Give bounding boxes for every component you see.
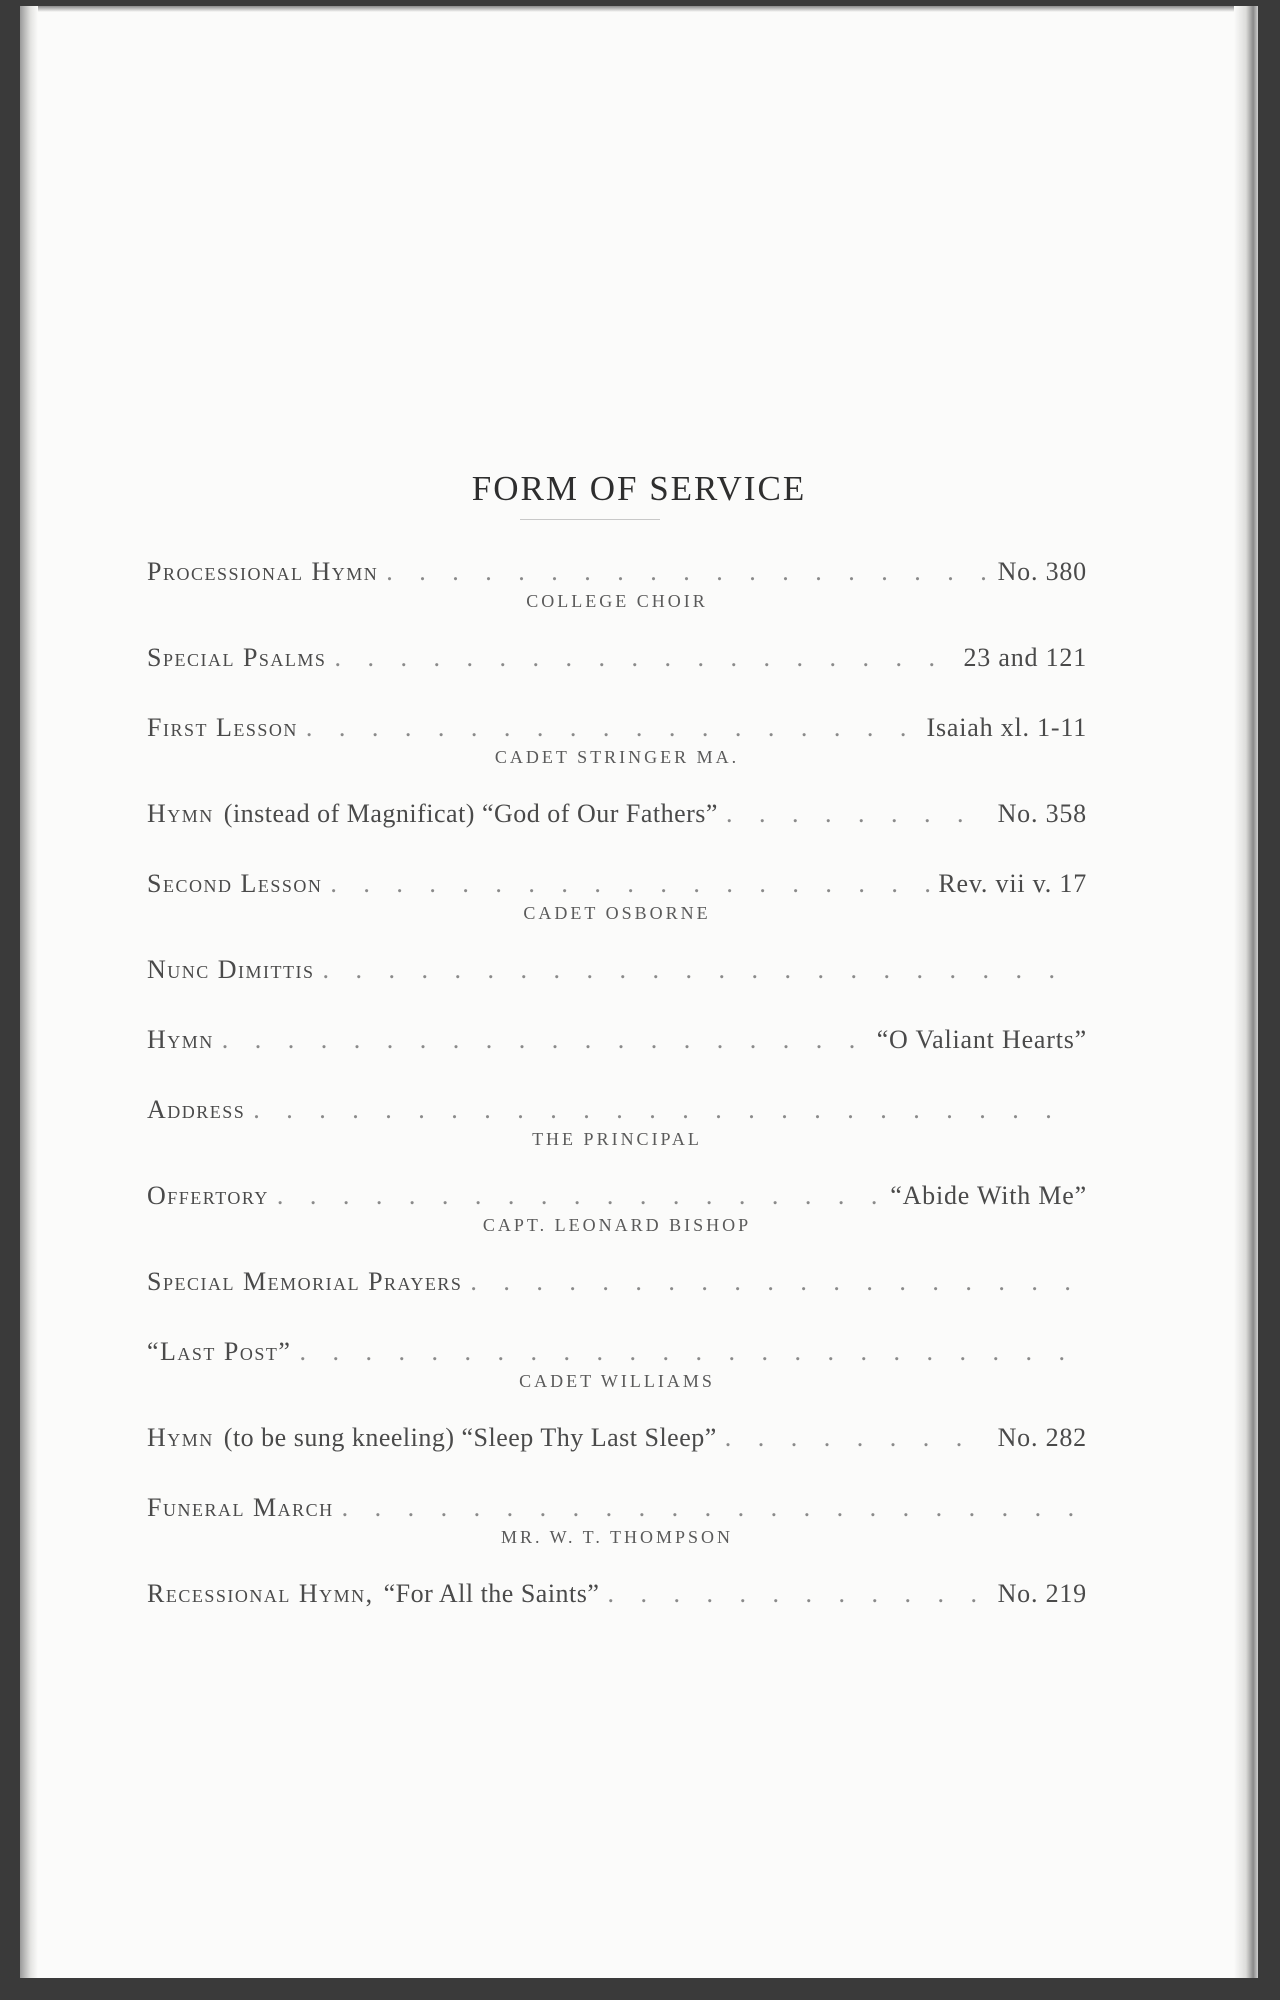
service-item-value: Rev. vii v. 17: [938, 869, 1087, 898]
service-item-value: No. 282: [997, 1423, 1087, 1452]
service-item-value: “O Valiant Hearts”: [876, 1025, 1087, 1054]
service-item-label: Second Lesson: [147, 869, 323, 898]
dot-leader: [277, 1180, 882, 1212]
service-item-performer: THE PRINCIPAL: [532, 1129, 702, 1149]
service-item: [147, 1336, 1087, 1368]
service-item-label: Recessional Hymn,: [147, 1579, 374, 1608]
spacer: [147, 768, 1087, 798]
service-item: [147, 1266, 1087, 1298]
service-item: [147, 556, 1087, 588]
spacer: [147, 1056, 1087, 1094]
dot-leader: [330, 868, 930, 900]
page-top-edge: [20, 6, 1258, 12]
service-item-label: Nunc Dimittis: [147, 955, 315, 984]
service-item-label: “Last Post”: [147, 1337, 292, 1366]
spacer: [147, 1150, 1087, 1180]
dot-leader: [306, 712, 919, 744]
spacer: [147, 1236, 1087, 1266]
service-item-description: (instead of Magnificat) “God of Our Fathers”: [223, 799, 718, 828]
service-item: [147, 1578, 1087, 1610]
service-item-label: Hymn: [147, 1423, 214, 1452]
spacer: [147, 1454, 1087, 1492]
service-item-label: Address: [147, 1095, 246, 1124]
page-title: FORM OF SERVICE: [471, 469, 807, 509]
dot-leader: [342, 1492, 1079, 1524]
dot-leader: [726, 798, 990, 830]
spacer: [147, 1298, 1087, 1336]
service-item-label: Processional Hymn: [147, 557, 379, 586]
spacer: [147, 1392, 1087, 1422]
spacer: [147, 830, 1087, 868]
service-item-value: 23 and 121: [963, 643, 1087, 672]
dot-leader: [253, 1094, 1079, 1126]
page-binding-shadow: [20, 6, 38, 1978]
service-item-value: No. 358: [997, 799, 1087, 828]
dot-leader: [222, 1024, 869, 1056]
service-item: [147, 1024, 1087, 1056]
service-item-label: First Lesson: [147, 713, 298, 742]
service-item: [147, 712, 1087, 744]
service-item-performer: CADET WILLIAMS: [519, 1371, 715, 1391]
page-right-edge: [1234, 6, 1258, 1978]
dot-leader: [607, 1578, 989, 1610]
service-item: [147, 798, 1087, 830]
service-item: [147, 1094, 1087, 1126]
service-item-performer: MR. W. T. THOMPSON: [500, 1527, 734, 1547]
service-item-label: Hymn: [147, 799, 214, 828]
service-item-performer: CAPT. LEONARD BISHOP: [482, 1215, 752, 1235]
service-item: [147, 1180, 1087, 1212]
service-order-list: [147, 556, 1087, 1610]
title-rule: [520, 519, 660, 520]
service-item-label: Offertory: [147, 1181, 269, 1210]
dot-leader: [323, 954, 1079, 986]
service-item-label: Hymn: [147, 1025, 214, 1054]
dot-leader: [299, 1336, 1079, 1368]
service-item-value: No. 219: [997, 1579, 1087, 1608]
dot-leader: [470, 1266, 1079, 1298]
spacer: [147, 612, 1087, 642]
spacer: [147, 1548, 1087, 1578]
service-item-label: Special Memorial Prayers: [147, 1267, 463, 1296]
service-item: [147, 642, 1087, 674]
service-item-performer: CADET OSBORNE: [523, 903, 711, 923]
spacer: [147, 924, 1087, 954]
service-item: [147, 868, 1087, 900]
service-item-description: (to be sung kneeling) “Sleep Thy Last Sleep”: [223, 1423, 717, 1452]
dot-leader: [725, 1422, 990, 1454]
service-item-value: “Abide With Me”: [890, 1181, 1087, 1210]
dot-leader: [334, 642, 955, 674]
service-item-value: Isaiah xl. 1-11: [926, 713, 1087, 742]
service-item-performer: COLLEGE CHOIR: [526, 591, 708, 611]
service-item-value: No. 380: [997, 557, 1087, 586]
page: [20, 6, 1258, 1978]
service-item: [147, 1492, 1087, 1524]
dot-leader: [386, 556, 989, 588]
spacer: [147, 674, 1087, 712]
service-item: [147, 954, 1087, 986]
spacer: [147, 986, 1087, 1024]
service-item-performer: CADET STRINGER MA.: [494, 747, 740, 767]
service-item-label: Funeral March: [147, 1493, 334, 1522]
service-item-description: “For All the Saints”: [383, 1579, 600, 1608]
service-item-label: Special Psalms: [147, 643, 327, 672]
service-item: [147, 1422, 1087, 1454]
